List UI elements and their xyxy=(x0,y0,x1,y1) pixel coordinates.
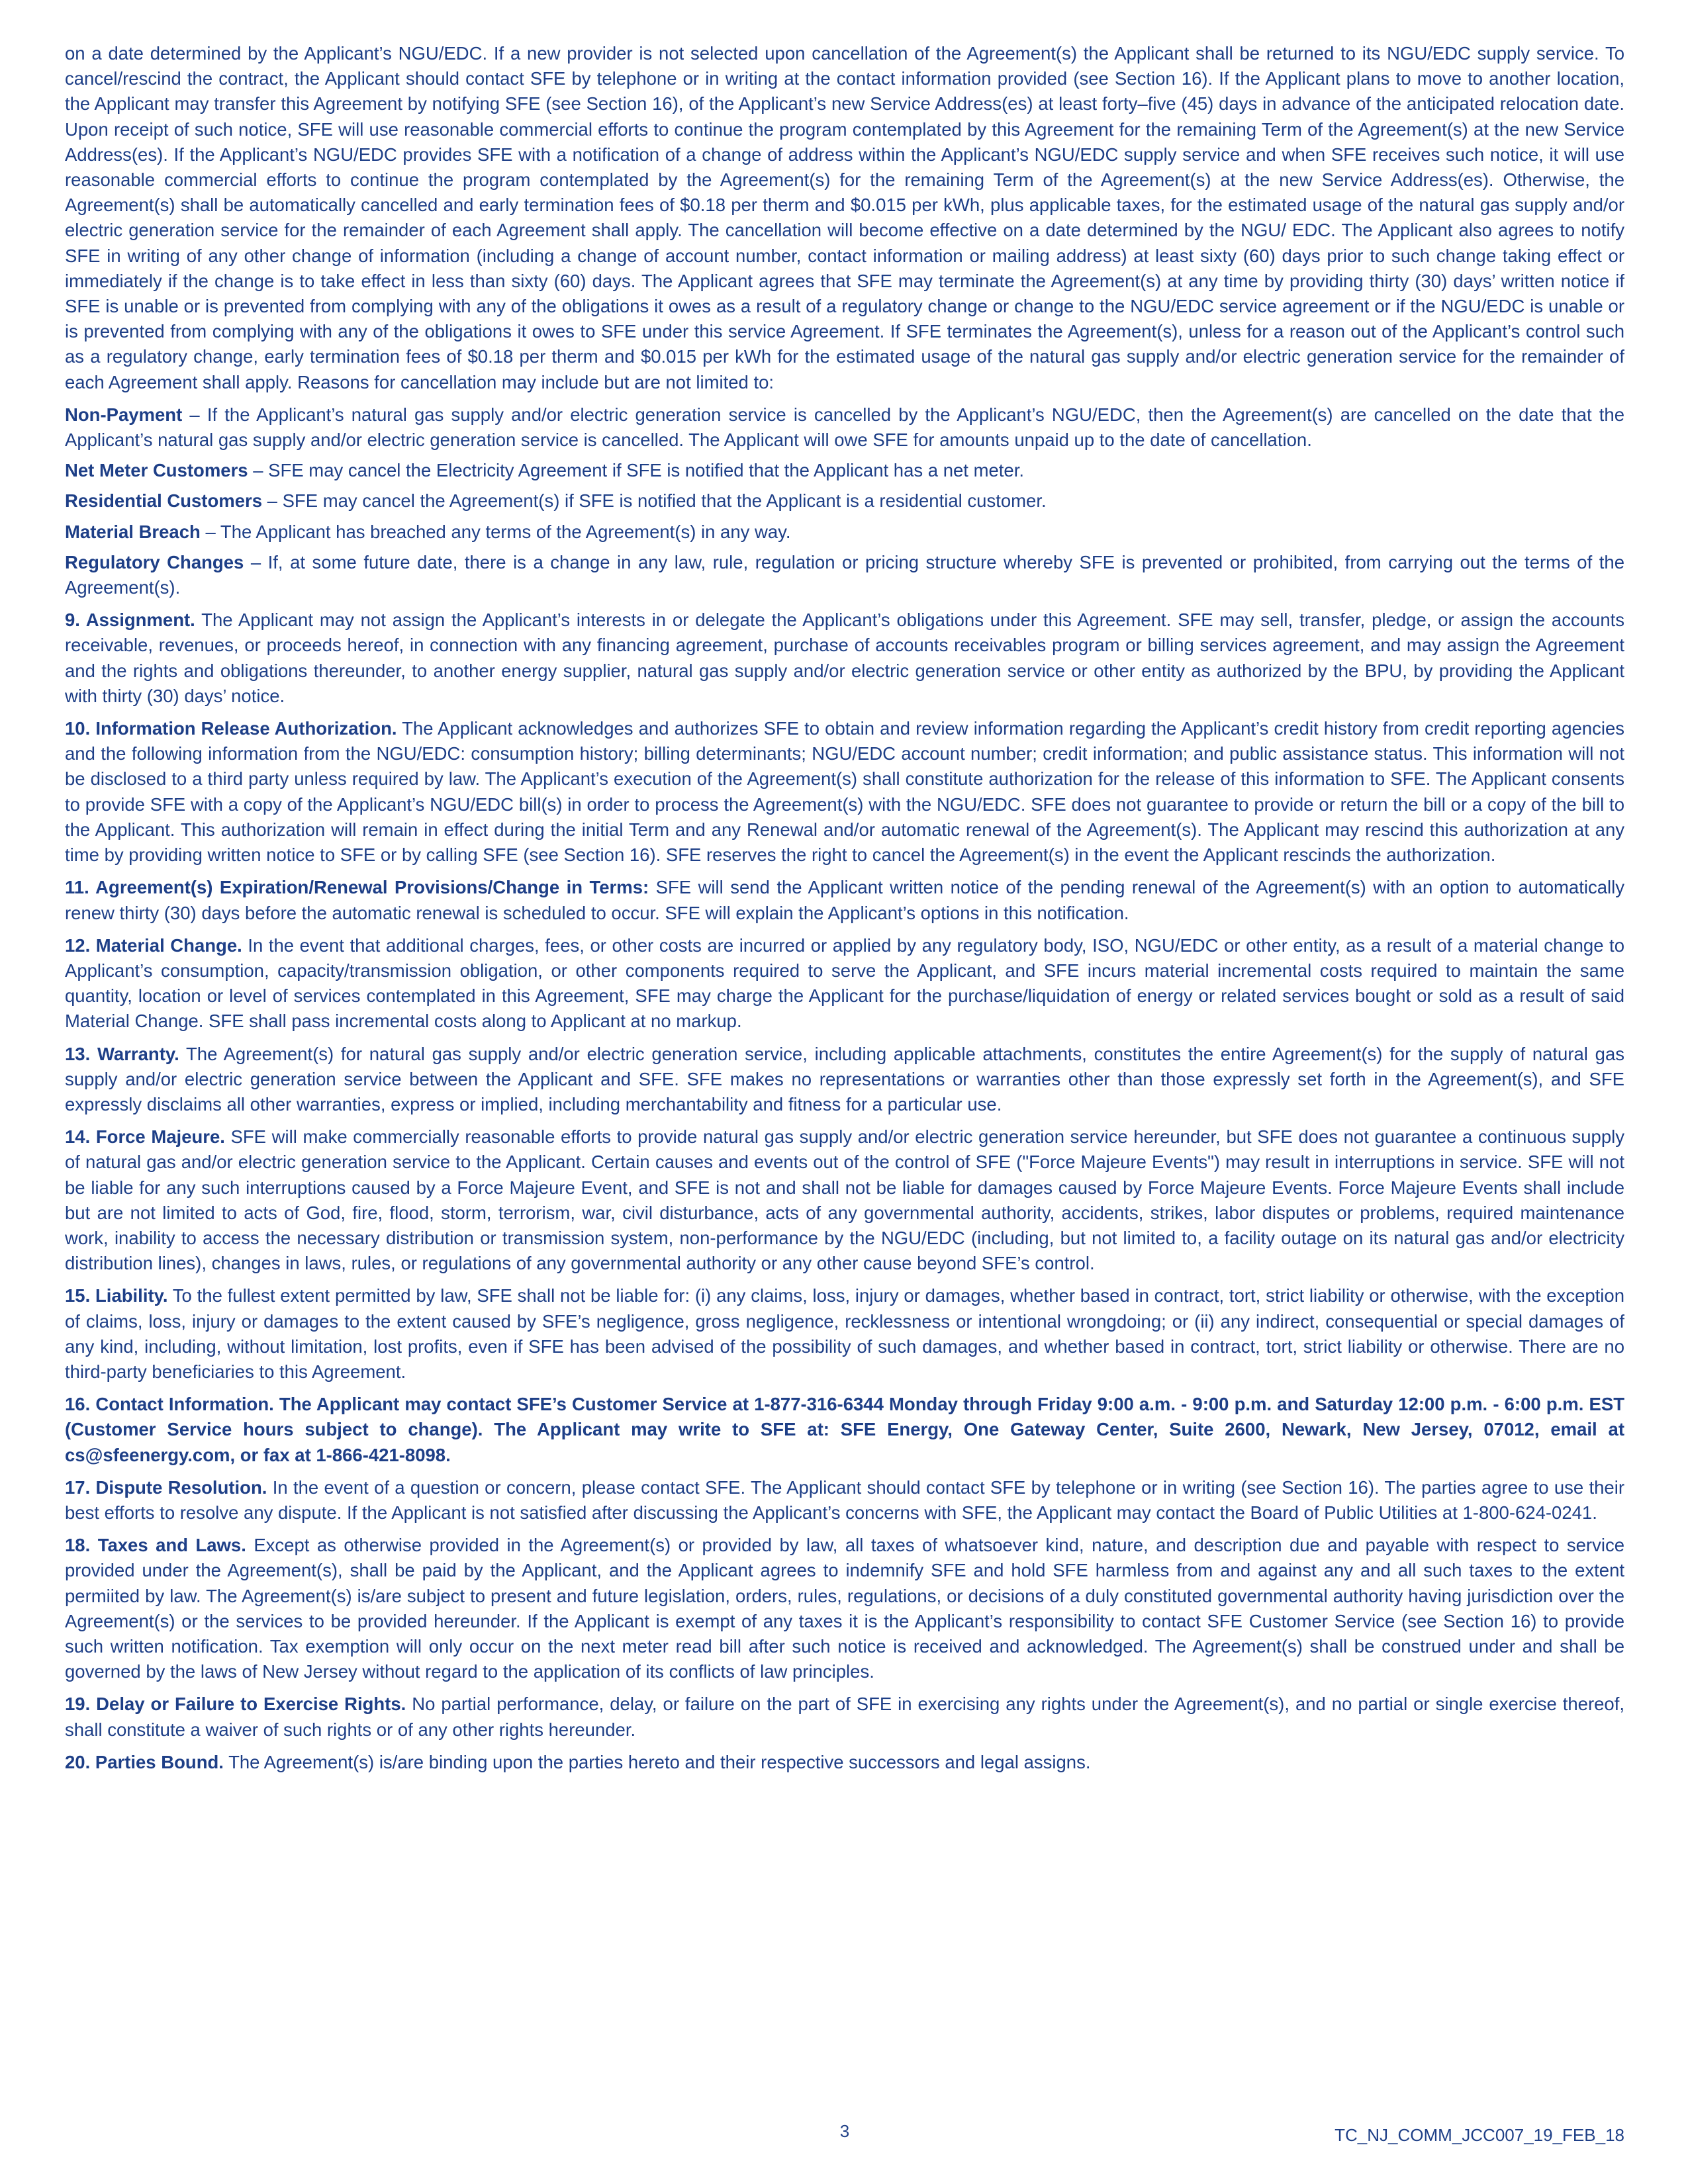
reason-heading: Regulatory Changes xyxy=(65,551,244,572)
section-information-release xyxy=(65,716,1624,868)
reason-text: – SFE may cancel the Agreement(s) if SFE is notified that the Applicant is a residential customer. xyxy=(262,490,1047,512)
reason-text: – SFE may cancel the Electricity Agreement if SFE is notified that the Applicant has a net meter. xyxy=(248,460,1024,481)
section-material-change xyxy=(65,933,1624,1034)
section-taxes-and-laws xyxy=(65,1533,1624,1684)
document-code: TC_NJ_COMM_JCC007_19_FEB_18 xyxy=(1335,2125,1624,2145)
section-contact-information xyxy=(65,1392,1624,1468)
reason-heading: Non-Payment xyxy=(65,404,183,425)
section-text: In the event of a question or concern, please contact SFE. The Applicant should contact SFE by telephone or in writing (see Section 16). The parties agree to use their best efforts to resolve any dispute. If the Applicant is not satisfied after discussing the Applicant’s concerns with SFE, the Applicant may contact the Board of Public Utilities at 1-800-624-0241. xyxy=(65,1477,1624,1523)
reason-text: – If the Applicant’s natural gas supply and/or electric generation service is cancelled by the Applicant’s NGU/EDC, then the Agreement(s) are cancelled on the date that the Applicant’s natural gas supply and/or electric generation service is cancelled. The Applicant will owe SFE for amounts unpaid up to the date of cancellation. xyxy=(65,404,1624,451)
section-text: The Applicant acknowledges and authorizes SFE to obtain and review information regarding the Applicant’s credit history from credit reporting agencies and the following information from the NGU/EDC: consumption history; billing determinants; NGU/EDC account number; credit information; and public assistance status. This information will not be disclosed to a third party unless required by law. The Applicant’s execution of the Agreement(s) shall constitute authorization for the release of this information to SFE. The Applicant consents to provide SFE with a copy of the Applicant’s NGU/EDC bill(s) in order to process the Agreement(s) with the NGU/EDC. SFE does not guarantee to provide or return the bill or a copy of the bill to the Applicant. This authorization will remain in effect during the initial Term and any Renewal and/or automatic renewal of the Agreement(s). The Applicant may rescind this authorization at any time by providing written notice to SFE or by calling SFE (see Section 16). SFE reserves the right to cancel the Agreement(s) in the event the Applicant rescinds the authorization. xyxy=(65,718,1624,866)
section-heading: 18. Taxes and Laws. xyxy=(65,1535,246,1556)
section-text: SFE will send the Applicant written notice of the pending renewal of the Agreement(s) with an option to automatically renew thirty (30) days before the automatic renewal is scheduled to occur. SFE will explain the Applicant’s options in this notification. xyxy=(65,877,1624,923)
section-heading: 9. Assignment. xyxy=(65,610,195,631)
section-text: The Applicant may not assign the Applicant’s interests in or delegate the Applicant’s obligations under this Agreement. SFE may sell, transfer, pledge, or assign the accounts receivable, revenues, or proceeds hereof, in connection with any financing agreement, purchase of accounts receivables program or billing services agreement, and may assign the Agreement and the rights and obligations thereunder, to another energy supplier, natural gas supply and/or electric generation service or other entity as authorized by the BPU, by providing the Applicant with thirty (30) days’ notice. xyxy=(65,610,1624,706)
reason-net-meter xyxy=(65,458,1624,483)
section-heading: 20. Parties Bound. xyxy=(65,1751,224,1772)
section-force-majeure xyxy=(65,1124,1624,1276)
reason-regulatory-changes xyxy=(65,550,1624,600)
reason-heading: Net Meter Customers xyxy=(65,460,248,481)
reason-text: – The Applicant has breached any terms of the Agreement(s) in any way. xyxy=(200,521,791,542)
section-heading: 15. Liability. xyxy=(65,1285,168,1306)
intro-paragraph: on a date determined by the Applicant’s NGU/EDC. If a new provider is not selected upon cancellation of the Agreement(s) the Applicant shall be returned to its NGU/EDC supply service. To cancel/rescind the contract, the Applicant should contact SFE by telephone or in writing at the contact information provided (see Section 16). If the Applicant plans to move to another location, the Applicant may transfer this Agreement by notifying SFE (see Section 16), of the Applicant’s new Service Address(es) at least forty–five (45) days in advance of the anticipated relocation date. Upon receipt of such notice, SFE will use reasonable commercial efforts to continue the program contemplated by this Agreement for the remaining Term of the Agreement(s) at the new Service Address(es). If the Applicant’s NGU/EDC provides SFE with a notification of a change of address within the Applicant’s NGU/EDC supply service and when SFE receives such notice, it will use reasonable commercial efforts to continue the program contemplated by the Agreement(s) for the remaining Term of the Agreement(s) at the new Service Address(es). Otherwise, the Agreement(s) shall be automatically cancelled and early termination fees of $0.18 per therm and $0.015 per kWh, plus applicable taxes, for the estimated usage of the natural gas supply and/or electric generation service for the remainder of each Agreement shall apply. The cancellation will become effective on a date determined by the NGU/ EDC. The Applicant also agrees to notify SFE in writing of any other change of information (including a change of account number, contact information or mailing address) at least sixty (60) days prior to such change taking effect or immediately if the change is to take effect in less than sixty (60) days. The Applicant agrees that SFE may terminate the Agreement(s) at any time by providing thirty (30) days’ written notice if SFE is unable or is prevented from complying with any of the obligations it owes as a result of a regulatory change or change to the NGU/EDC service agreement or if the NGU/EDC is unable or is prevented from complying with any of the obligations it owes to SFE under this service Agreement. If SFE terminates the Agreement(s), unless for a reason out of the Applicant’s control such as a regulatory change, early termination fees of $0.18 per therm and $0.015 per kWh for the estimated usage of the natural gas supply and/or electric generation service for the remainder of each Agreement shall apply. Reasons for cancellation may include but are not limited to: xyxy=(65,43,1624,392)
section-delay-or-failure xyxy=(65,1692,1624,1742)
document-page xyxy=(65,41,1624,2126)
reason-material-breach xyxy=(65,520,1624,545)
section-text: To the fullest extent permitted by law, SFE shall not be liable for: (i) any claims, loss, injury or damages, whether based in contract, tort, strict liability or otherwise, with the exception of claims, loss, injury or damages to the extent caused by SFE’s negligence, gross negligence, recklessness or intentional wrongdoing; or (ii) any indirect, consequential or special damages of any kind, including, without limitation, lost profits, even if SFE has been advised of the possibility of such damages, and whether based in contract, tort, strict liability or otherwise. There are no third-party beneficiaries to this Agreement. xyxy=(65,1285,1624,1382)
section-text: The Agreement(s) is/are binding upon the parties hereto and their respective successors and legal assigns. xyxy=(223,1751,1091,1772)
section-parties-bound xyxy=(65,1750,1624,1775)
section-heading: 11. Agreement(s) Expiration/Renewal Provisions/Change in Terms: xyxy=(65,877,649,898)
reason-text: – If, at some future date, there is a change in any law, rule, regulation or pricing structure whereby SFE is prevented or prohibited, from carrying out the terms of the Agreement(s). xyxy=(65,551,1624,598)
section-heading: 13. Warranty. xyxy=(65,1043,179,1064)
page-footer xyxy=(65,2121,1624,2148)
section-heading: 14. Force Majeure. xyxy=(65,1126,225,1148)
reason-heading: Residential Customers xyxy=(65,490,263,512)
reason-heading: Material Breach xyxy=(65,521,201,542)
section-text: In the event that additional charges, fees, or other costs are incurred or applied by any regulatory body, ISO, NGU/EDC or other entity, as a result of a material change to Applicant’s consumption, capacity/transmission obligation, or other components required to serve the Applicant, and SFE incurs material incremental costs required to maintain the same quantity, location or level of services contemplated in this Agreement, SFE may charge the Applicant for the purchase/liquidation of energy or related services bought or sold as a result of said Material Change. SFE shall pass incremental costs along to Applicant at no markup. xyxy=(65,934,1624,1032)
section-heading: 19. Delay or Failure to Exercise Rights. xyxy=(65,1694,406,1715)
section-heading: 12. Material Change. xyxy=(65,934,242,956)
section-text: SFE will make commercially reasonable efforts to provide natural gas supply and/or electric generation service hereunder, but SFE does not guarantee a continuous supply of natural gas and/or electric generation service to the Applicant. Certain causes and events out of the control of SFE ("Force Majeure Events") may result in interruptions in service. SFE will not be liable for any such interruptions caused by a Force Majeure Event, and SFE is not and shall not be liable for damages caused by Force Majeure Events. Force Majeure Events shall include but are not limited to acts of God, fire, flood, storm, terrorism, war, civil disturbance, acts of any governmental authority, accidents, strikes, labor disputes or problems, required maintenance work, inability to access the necessary distribution or transmission system, non-performance by the NGU/EDC (including, but not limited to, a facility outage on its natural gas and/or electricity distribution lines), changes in laws, rules, or regulations of any governmental authority or any other cause beyond SFE’s control. xyxy=(65,1126,1624,1274)
section-warranty xyxy=(65,1042,1624,1118)
section-heading: 17. Dispute Resolution. xyxy=(65,1477,267,1498)
reason-residential xyxy=(65,488,1624,514)
section-text: The Agreement(s) for natural gas supply and/or electric generation service, including applicable attachments, constitutes the entire Agreement(s) for the supply of natural gas supply and/or electric generation service between the Applicant and SFE. SFE makes no representations or warranties other than those expressly set forth in the Agreement(s), and SFE expressly disclaims all other warranties, express or implied, including merchantability and fitness for a particular use. xyxy=(65,1043,1624,1115)
section-text: Except as otherwise provided in the Agreement(s) or provided by law, all taxes of whatsoever kind, nature, and description due and payable with respect to service provided under the Agreement(s), shall be paid by the Applicant, and the Applicant agrees to indemnify SFE and hold SFE harmless from and against any and all such taxes to the extent permiited by law. The Agreement(s) is/are subject to present and future legislation, orders, rules, regulations, or decisions of a duly constituted governmental authority having jurisdiction over the Agreement(s) or the services to be provided hereunder. If the Applicant is exempt of any taxes it is the Applicant’s responsibility to contact SFE Customer Service (see Section 16) to provide such written notification. Tax exemption will only occur on the next meter read bill after such notice is received and acknowledged. The Agreement(s) shall be construed under and shall be governed by the laws of New Jersey without regard to the application of its conflicts of law principles. xyxy=(65,1535,1624,1682)
page-number: 3 xyxy=(839,2121,850,2141)
section-heading: 10. Information Release Authorization. xyxy=(65,718,397,739)
section-text: No partial performance, delay, or failure on the part of SFE in exercising any rights under the Agreement(s), and no partial or single exercise thereof, shall constitute a waiver of such rights or of any other rights hereunder. xyxy=(65,1694,1624,1740)
section-expiration-renewal xyxy=(65,875,1624,925)
section-dispute-resolution xyxy=(65,1475,1624,1525)
section-assignment xyxy=(65,608,1624,709)
section-liability xyxy=(65,1283,1624,1385)
section-heading: 16. Contact Information. The Applicant may contact SFE’s Customer Service at 1-877-316-6344 Monday through Friday 9:00 a.m. - 9:00 p.m. and Saturday 12:00 p.m. - 6:00 p.m. EST (Customer Service hours subject to change). The Applicant may write to SFE at: SFE Energy, One Gateway Center, Suite 2600, Newark, New Jersey, 07012, email at cs@sfeenergy.com, or fax at 1-866-421-8098. xyxy=(65,1394,1624,1465)
reason-non-payment xyxy=(65,402,1624,453)
